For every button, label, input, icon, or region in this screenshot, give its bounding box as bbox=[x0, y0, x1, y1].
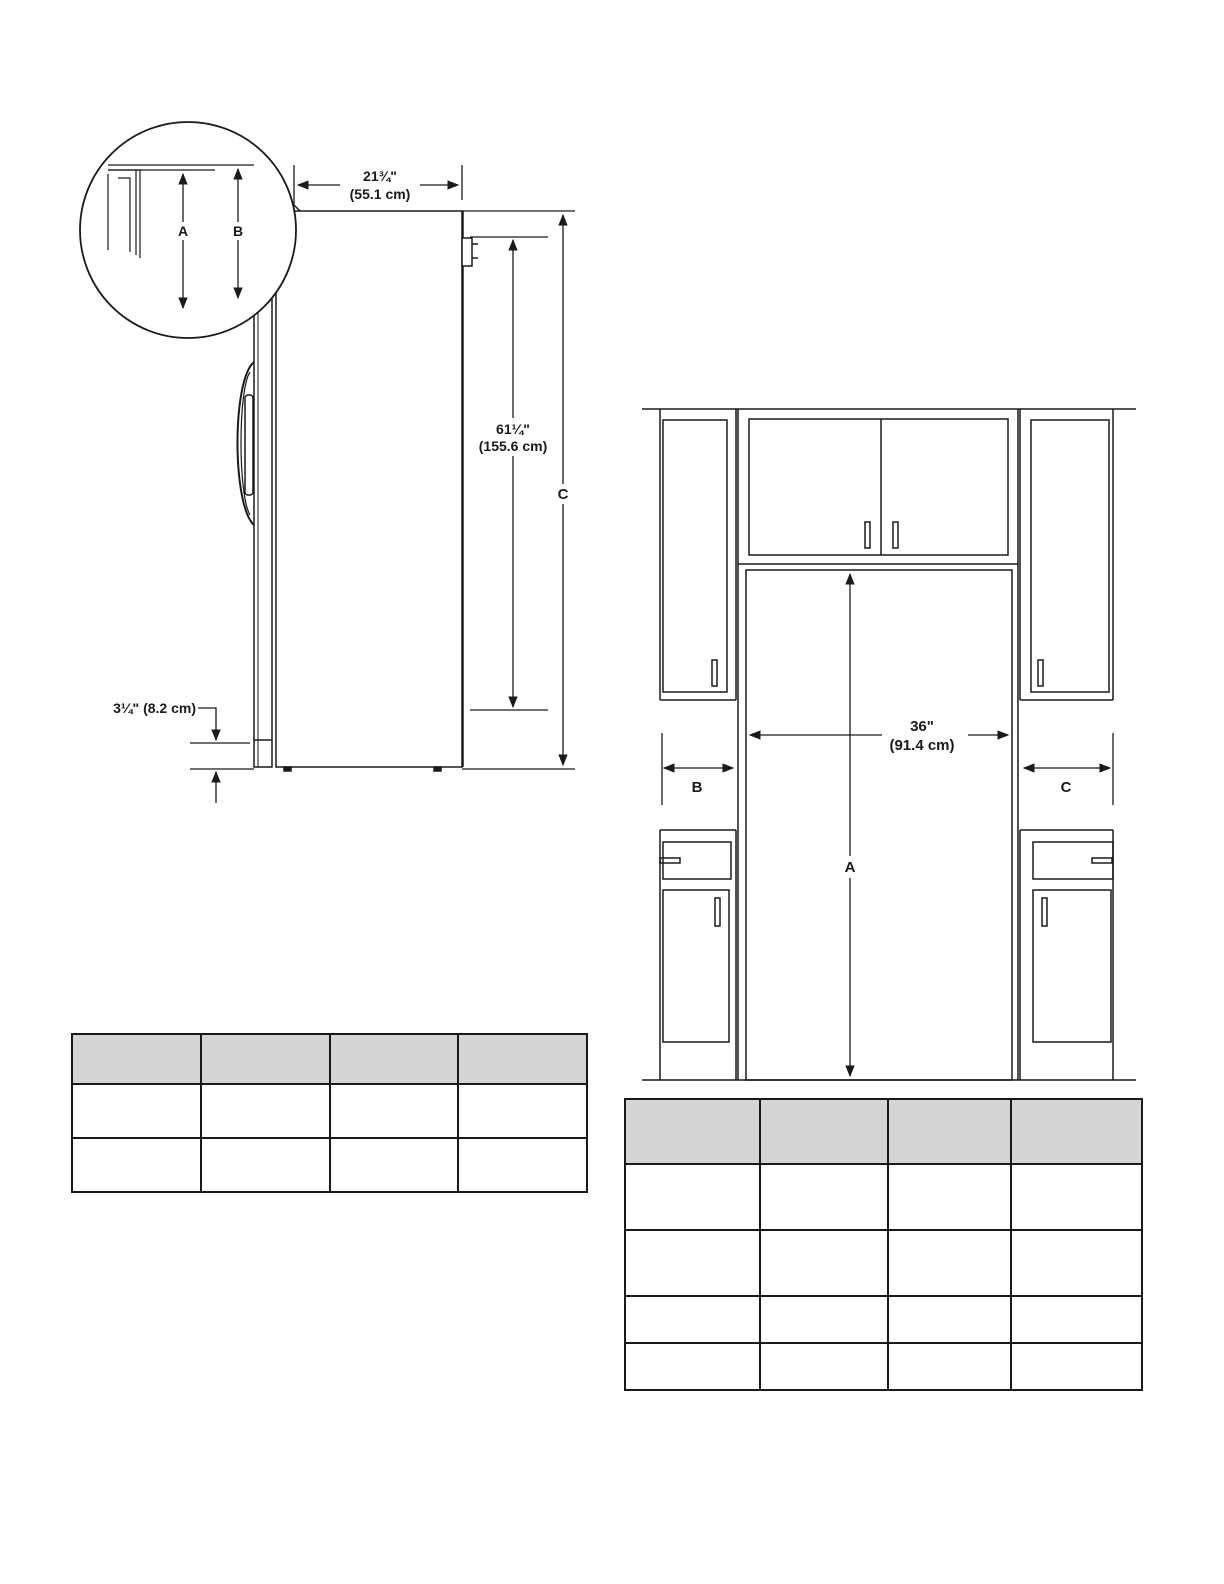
detail-label-a: A bbox=[177, 223, 189, 239]
opening-height-label: A bbox=[844, 859, 856, 876]
depth-label-cm: (55.1 cm) bbox=[349, 186, 411, 202]
header-cell bbox=[330, 1034, 459, 1084]
depth-label-in: 21¾" bbox=[363, 168, 397, 184]
left-base-cabinet bbox=[660, 830, 736, 1080]
right-base-cabinet bbox=[1020, 830, 1113, 1080]
header-cell bbox=[201, 1034, 330, 1084]
table-row bbox=[72, 1084, 587, 1138]
door-panel bbox=[254, 270, 272, 767]
header-cell bbox=[760, 1099, 888, 1164]
height-label-in: 61¼" bbox=[496, 421, 530, 437]
table-row bbox=[625, 1230, 1142, 1296]
header-cell bbox=[458, 1034, 587, 1084]
side-view-dimension-table bbox=[71, 1033, 588, 1193]
overall-height-label: C bbox=[557, 486, 569, 503]
right-gap-label: C bbox=[1060, 779, 1072, 796]
table-row bbox=[72, 1138, 587, 1192]
header-cell bbox=[72, 1034, 201, 1084]
cabinet-body bbox=[276, 211, 462, 767]
table-header-row bbox=[72, 1034, 587, 1084]
base-height-label: 3¼" (8.2 cm) bbox=[113, 700, 196, 716]
overhead-cabinet bbox=[738, 409, 1018, 1080]
opening-width-label-in: 36" bbox=[910, 718, 934, 735]
opening-dimension-table bbox=[624, 1098, 1143, 1391]
header-cell bbox=[1011, 1099, 1142, 1164]
table-row bbox=[625, 1164, 1142, 1230]
table-header-row bbox=[625, 1099, 1142, 1164]
table-row bbox=[625, 1343, 1142, 1390]
height-label-cm: (155.6 cm) bbox=[478, 438, 548, 454]
header-cell bbox=[888, 1099, 1011, 1164]
detail-label-b: B bbox=[232, 223, 244, 239]
right-upper-cabinet bbox=[1020, 409, 1113, 700]
table-row bbox=[625, 1296, 1142, 1343]
hinge bbox=[462, 238, 472, 266]
refrigerator-opening bbox=[746, 570, 1012, 1080]
opening-width-label-cm: (91.4 cm) bbox=[889, 737, 955, 754]
left-gap-label: B bbox=[691, 779, 703, 796]
left-upper-cabinet bbox=[660, 409, 736, 700]
header-cell bbox=[625, 1099, 760, 1164]
